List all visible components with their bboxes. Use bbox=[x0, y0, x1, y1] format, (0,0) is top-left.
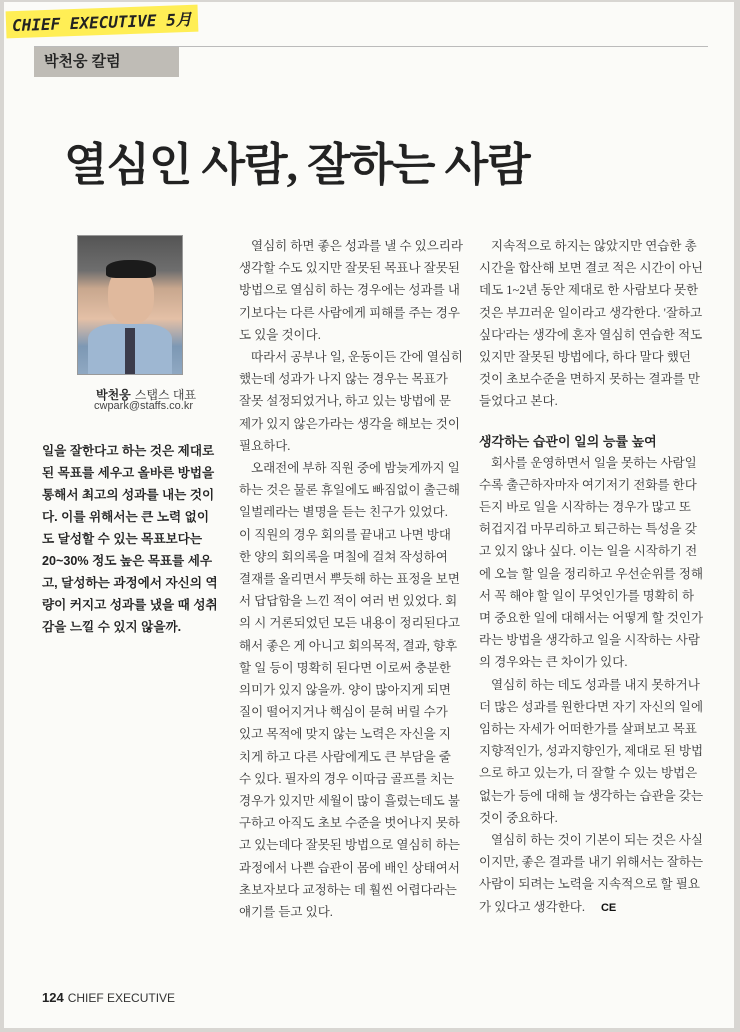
page-number: 124 bbox=[42, 990, 64, 1005]
end-mark: CE bbox=[600, 901, 617, 914]
paragraph bbox=[479, 829, 704, 918]
author-email: cwpark@staffs.co.kr bbox=[94, 400, 193, 412]
section-subhead: 생각하는 습관이 일의 능률 높여 bbox=[479, 433, 657, 449]
paragraph: 회사를 운영하면서 일을 못하는 사람일수록 출근하자마자 여기저기 전화를 한다든지 바로 일을 시작하는 경우가 많고 또 허겁지겁 마무리하고 퇴근하는 특성을 갖고 있지 않나 싶다. 이는 일을 시작하기 전에 오늘 할 일을 정리하고 우선순위를 정해서 꼭 해야 할 일이 무엇인가를 명확히 하며 중요한 일에 대해서는 어떻게 할 것인가라는 방법을 생각하고 일을 시작하는 사람의 경우와는 큰 차이가 있다. bbox=[479, 455, 704, 670]
article-summary: 일을 잘한다고 하는 것은 제대로 된 목표를 세우고 올바른 방법을 통해서 최고의 성과를 내는 것이다. 이를 위해서는 큰 노력 없이도 달성할 수 있는 목표보다는 20~30% 정도 높은 목표를 세우고, 달성하는 과정에서 자신의 역량이 커지고 성과를 냈을 때 성취감을 느낄 수 있지 않을까. bbox=[42, 444, 218, 634]
author-name: 박천웅 bbox=[96, 388, 131, 402]
page-footer bbox=[42, 990, 175, 1005]
magazine-name: CHIEF EXECUTIVE bbox=[67, 991, 176, 1005]
author-photo bbox=[77, 235, 183, 375]
body-column-2 bbox=[239, 235, 463, 923]
photo-hair bbox=[106, 260, 156, 278]
magazine-page bbox=[4, 2, 734, 1028]
paragraph: 지속적으로 하지는 않았지만 연습한 총 시간을 합산해 보면 결코 적은 시간이 아닌데도 1~2년 동안 제대로 한 사람보다 못한 것은 부끄러운 일이라고 생각한다. '잘하고 싶다'라는 생각에 혼자 열심히 연습한 적도 있지만 잘못된 방법에다, 하다 말다 했던 것이 초보수준을 면하지 못하는 결과를 만들었다고 본다. bbox=[479, 239, 704, 409]
body-column-3 bbox=[479, 235, 704, 918]
column-label: 박천웅 칼럼 bbox=[34, 47, 179, 77]
closing-text: 열심히 하는 것이 기본이 되는 것은 사실이지만, 좋은 결과를 내기 위해서는 잘하는 사람이 되려는 노력을 지속적으로 할 필요가 있다고 생각한다. bbox=[479, 833, 704, 914]
photo-tie bbox=[125, 328, 135, 374]
paragraph: 열심히 하는 데도 성과를 내지 못하거나 더 많은 성과를 원한다면 자기 자신의 일에 임하는 자세가 어떠한가를 살펴보고 목표지향적인가, 성과지향인가, 제대로 된 방법으로 하고 있는가, 더 잘할 수 있는 방법은 없는가 등에 대해 늘 생각하는 습관을 갖는 것이 중요하다. bbox=[479, 677, 704, 825]
paragraph: 오래전에 부하 직원 중에 밤늦게까지 일하는 것은 물론 휴일에도 빠짐없이 출근해 일벌레라는 별명을 듣는 친구가 있었다. 이 직원의 경우 회의를 끝내고 나면 방대한 양의 회의록을 며칠에 걸쳐 작성하여 결재를 올리면서 뿌듯해 하는 표정을 보면서 답답함을 느낀 적이 여러 번 있었다. 회의 시 거론되었던 모든 내용이 정리된다고 해서 좋은 게 아니고 회의목적, 결과, 향후 할 일 등이 명확히 된다면 이로써 충분한 의미가 있지 않을까. 양이 많아지게 되면 질이 떨어지거나 핵심이 묻혀 버릴 수가 있고 목적에 맞지 않는 노력은 자신을 지치게 하고 다른 사람에게도 큰 부담을 줄 수 있다. 필자의 경우 이따금 골프를 치는 경우가 있지만 세월이 많이 흘렀는데도 불구하고 아직도 초보 수준을 벗어나지 못하고 있는데다 잘못된 방법으로 열심히 하는 과정에서 나쁜 습관이 몸에 배인 상태여서 초보자보다 교정하는 데 훨씬 어렵다라는 얘기를 듣고 있다. bbox=[239, 461, 460, 920]
handwritten-stamp: CHIEF EXECUTIVE 5月 bbox=[6, 5, 199, 39]
author-role: 스탭스 대표 bbox=[134, 388, 197, 402]
article-title: 열심인 사람, 잘하는 사람 bbox=[64, 140, 530, 190]
paragraph: 따라서 공부나 일, 운동이든 간에 열심히 했는데 성과가 나지 않는 경우는 목표가 잘못 설정되었거나, 하고 있는 방법에 문제가 있지 않은가라는 생각을 해보는 것이 필요하다. bbox=[239, 350, 463, 453]
paragraph: 열심히 하면 좋은 성과를 낼 수 있으리라 생각할 수도 있지만 잘못된 목표나 잘못된 방법으로 열심히 하는 경우에는 성과를 내기보다는 다른 사람에게 피해를 주는 경우도 있을 것이다. bbox=[239, 239, 463, 342]
